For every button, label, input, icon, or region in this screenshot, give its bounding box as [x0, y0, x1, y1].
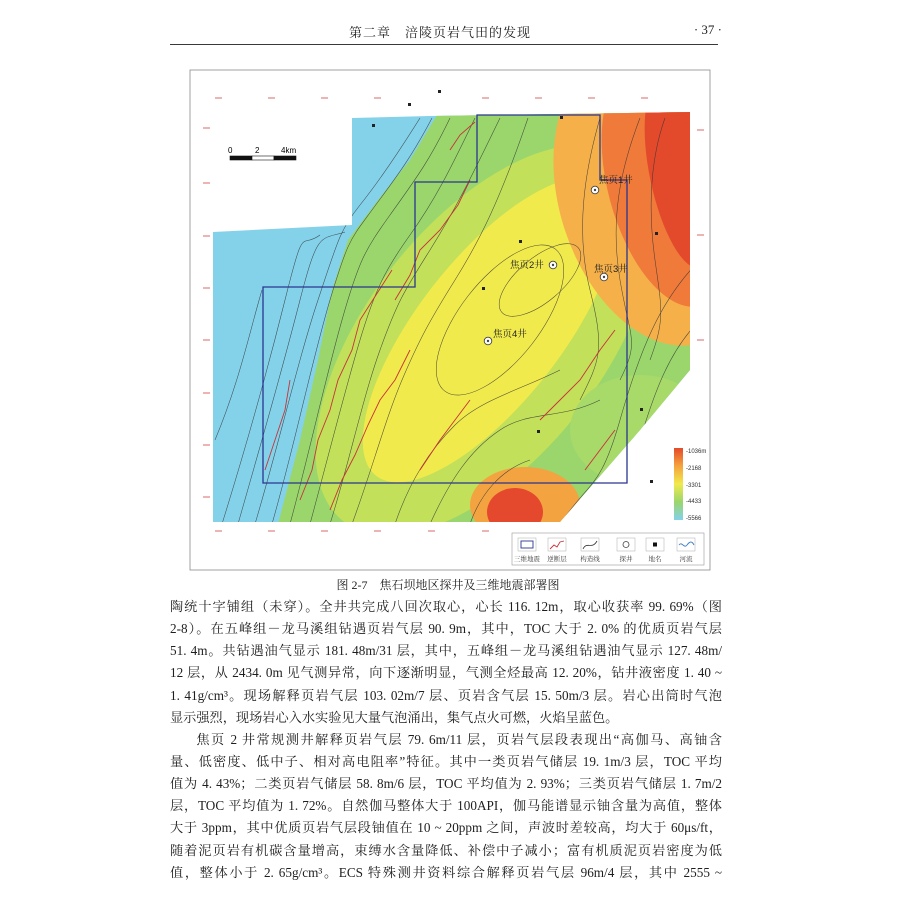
- place-dot: [372, 124, 375, 127]
- chapter-title: 第二章 涪陵页岩气田的发现: [348, 25, 531, 40]
- colorbar-gradient: [674, 448, 683, 520]
- map-legend: [512, 533, 704, 565]
- text-line: 2-8）。在五峰组－龙马溪组钻遇页岩气层 90. 9m，其中，TOC 大于 2. 0% 的优质页岩气层: [170, 621, 722, 637]
- place-dot: [408, 103, 411, 106]
- text-line: 值，整体小于 2. 65g/cm³。ECS 特殊测井资料综合解释页岩气层 96m/4 层，其中 2555 ~: [170, 864, 722, 880]
- text-line: 12 层，从 2434. 0m 见气测异常，向下逐渐明显，气测全烃最高 12. 20%，钻井液密度 1. 40 ~: [170, 665, 722, 681]
- legend-box: [512, 533, 704, 565]
- scale-segment: [230, 156, 252, 160]
- place-dot: [655, 232, 658, 235]
- colorbar-label: -4433: [686, 499, 702, 505]
- text-line: 1. 41g/cm³。现场解释页岩气层 103. 02m/7 层、页岩含气层 15. 50m/3 层。岩心出筒时气泡: [170, 687, 722, 703]
- scale-segment: [274, 156, 296, 160]
- well-label: 焦页4井: [493, 329, 527, 340]
- colorbar-label: -3301: [686, 483, 702, 489]
- place-dot: [560, 116, 563, 119]
- legend-label: 地名: [648, 556, 662, 563]
- text-line: 陶统十字铺组（未穿）。全井共完成八回次取心，心长 116. 12m，取心收获率 99. 69%（图: [170, 599, 722, 614]
- well-marker-dot: [603, 276, 605, 278]
- legend-label: 河流: [679, 556, 693, 563]
- scale-segment: [252, 156, 274, 160]
- place-dot: [650, 480, 653, 483]
- place-dot: [640, 408, 643, 411]
- depth-map: [213, 28, 792, 594]
- text-line: 焦页 2 井常规测井解释页岩气层 79. 6m/11 层，页岩气层段表现出“高伽马、高铀含: [196, 731, 722, 747]
- legend-label: 构造线: [580, 556, 600, 563]
- text-line: 量、低密度、低中子、相对高电阻率”特征。其中一类页岩气储层 19. 1m/3 层，TOC 平均: [170, 753, 722, 769]
- depth-zone-red-south: [487, 488, 543, 536]
- colorbar-label: -1036m: [686, 449, 707, 455]
- page-number: · 37 ·: [693, 22, 722, 37]
- well-marker-dot: [594, 189, 596, 191]
- well-label: 焦页3井: [594, 264, 628, 275]
- text-line: 层，TOC 平均值为 1. 72%。自然伽马整体大于 100API，伽马能谱显示铀含量为高值，整体: [170, 798, 722, 814]
- figure-caption: 图 2-7 焦石坝地区探井及三维地震部署图: [336, 578, 560, 592]
- colorbar-label: -5566: [686, 516, 702, 522]
- well-icon: [623, 542, 629, 548]
- text-line: 大于 3ppm，其中优质页岩气层段铀值在 10 ~ 20ppm 之间，声波时差较高，均大于 60μs/ft，: [170, 820, 722, 836]
- well-marker-dot: [552, 264, 554, 266]
- well-label: 焦页1井: [599, 175, 633, 186]
- text-line: 显示强烈，现场岩心入水实验见大量气泡涌出，集气点火可燃，火焰呈蓝色。: [170, 709, 619, 725]
- place-dot: [438, 90, 441, 93]
- scale-label-start: 0: [228, 146, 233, 155]
- body-text: [170, 596, 722, 884]
- place-name-icon: [653, 543, 657, 547]
- well-marker-dot: [487, 340, 489, 342]
- scale-bar: [228, 146, 296, 160]
- text-line: 51. 4m。共钻遇油气显示 181. 48m/31 层，其中，五峰组－龙马溪组钻遇油气显示 127. 48m/: [170, 643, 722, 659]
- place-dot: [537, 430, 540, 433]
- legend-label: 三维地震: [514, 556, 540, 563]
- depth-colorbar: [674, 448, 706, 522]
- place-dot: [482, 287, 485, 290]
- scale-label-end: 4km: [281, 146, 297, 155]
- well-label: 焦页2井: [510, 260, 544, 271]
- scale-label-mid: 2: [255, 146, 260, 155]
- colorbar-label: -2168: [686, 466, 702, 472]
- text-line: 值为 4. 43%；二类页岩气储层 58. 8m/6 层，TOC 平均值为 2. 93%；三类页岩气储层 1. 7m/2: [170, 776, 722, 792]
- text-line: 随着泥页岩有机碳含量增高，束缚水含量降低、补偿中子减小；富有机质泥页岩密度为低: [170, 842, 722, 858]
- place-dot: [519, 240, 522, 243]
- legend-label: 逆断层: [547, 556, 567, 563]
- legend-label: 探井: [619, 556, 633, 563]
